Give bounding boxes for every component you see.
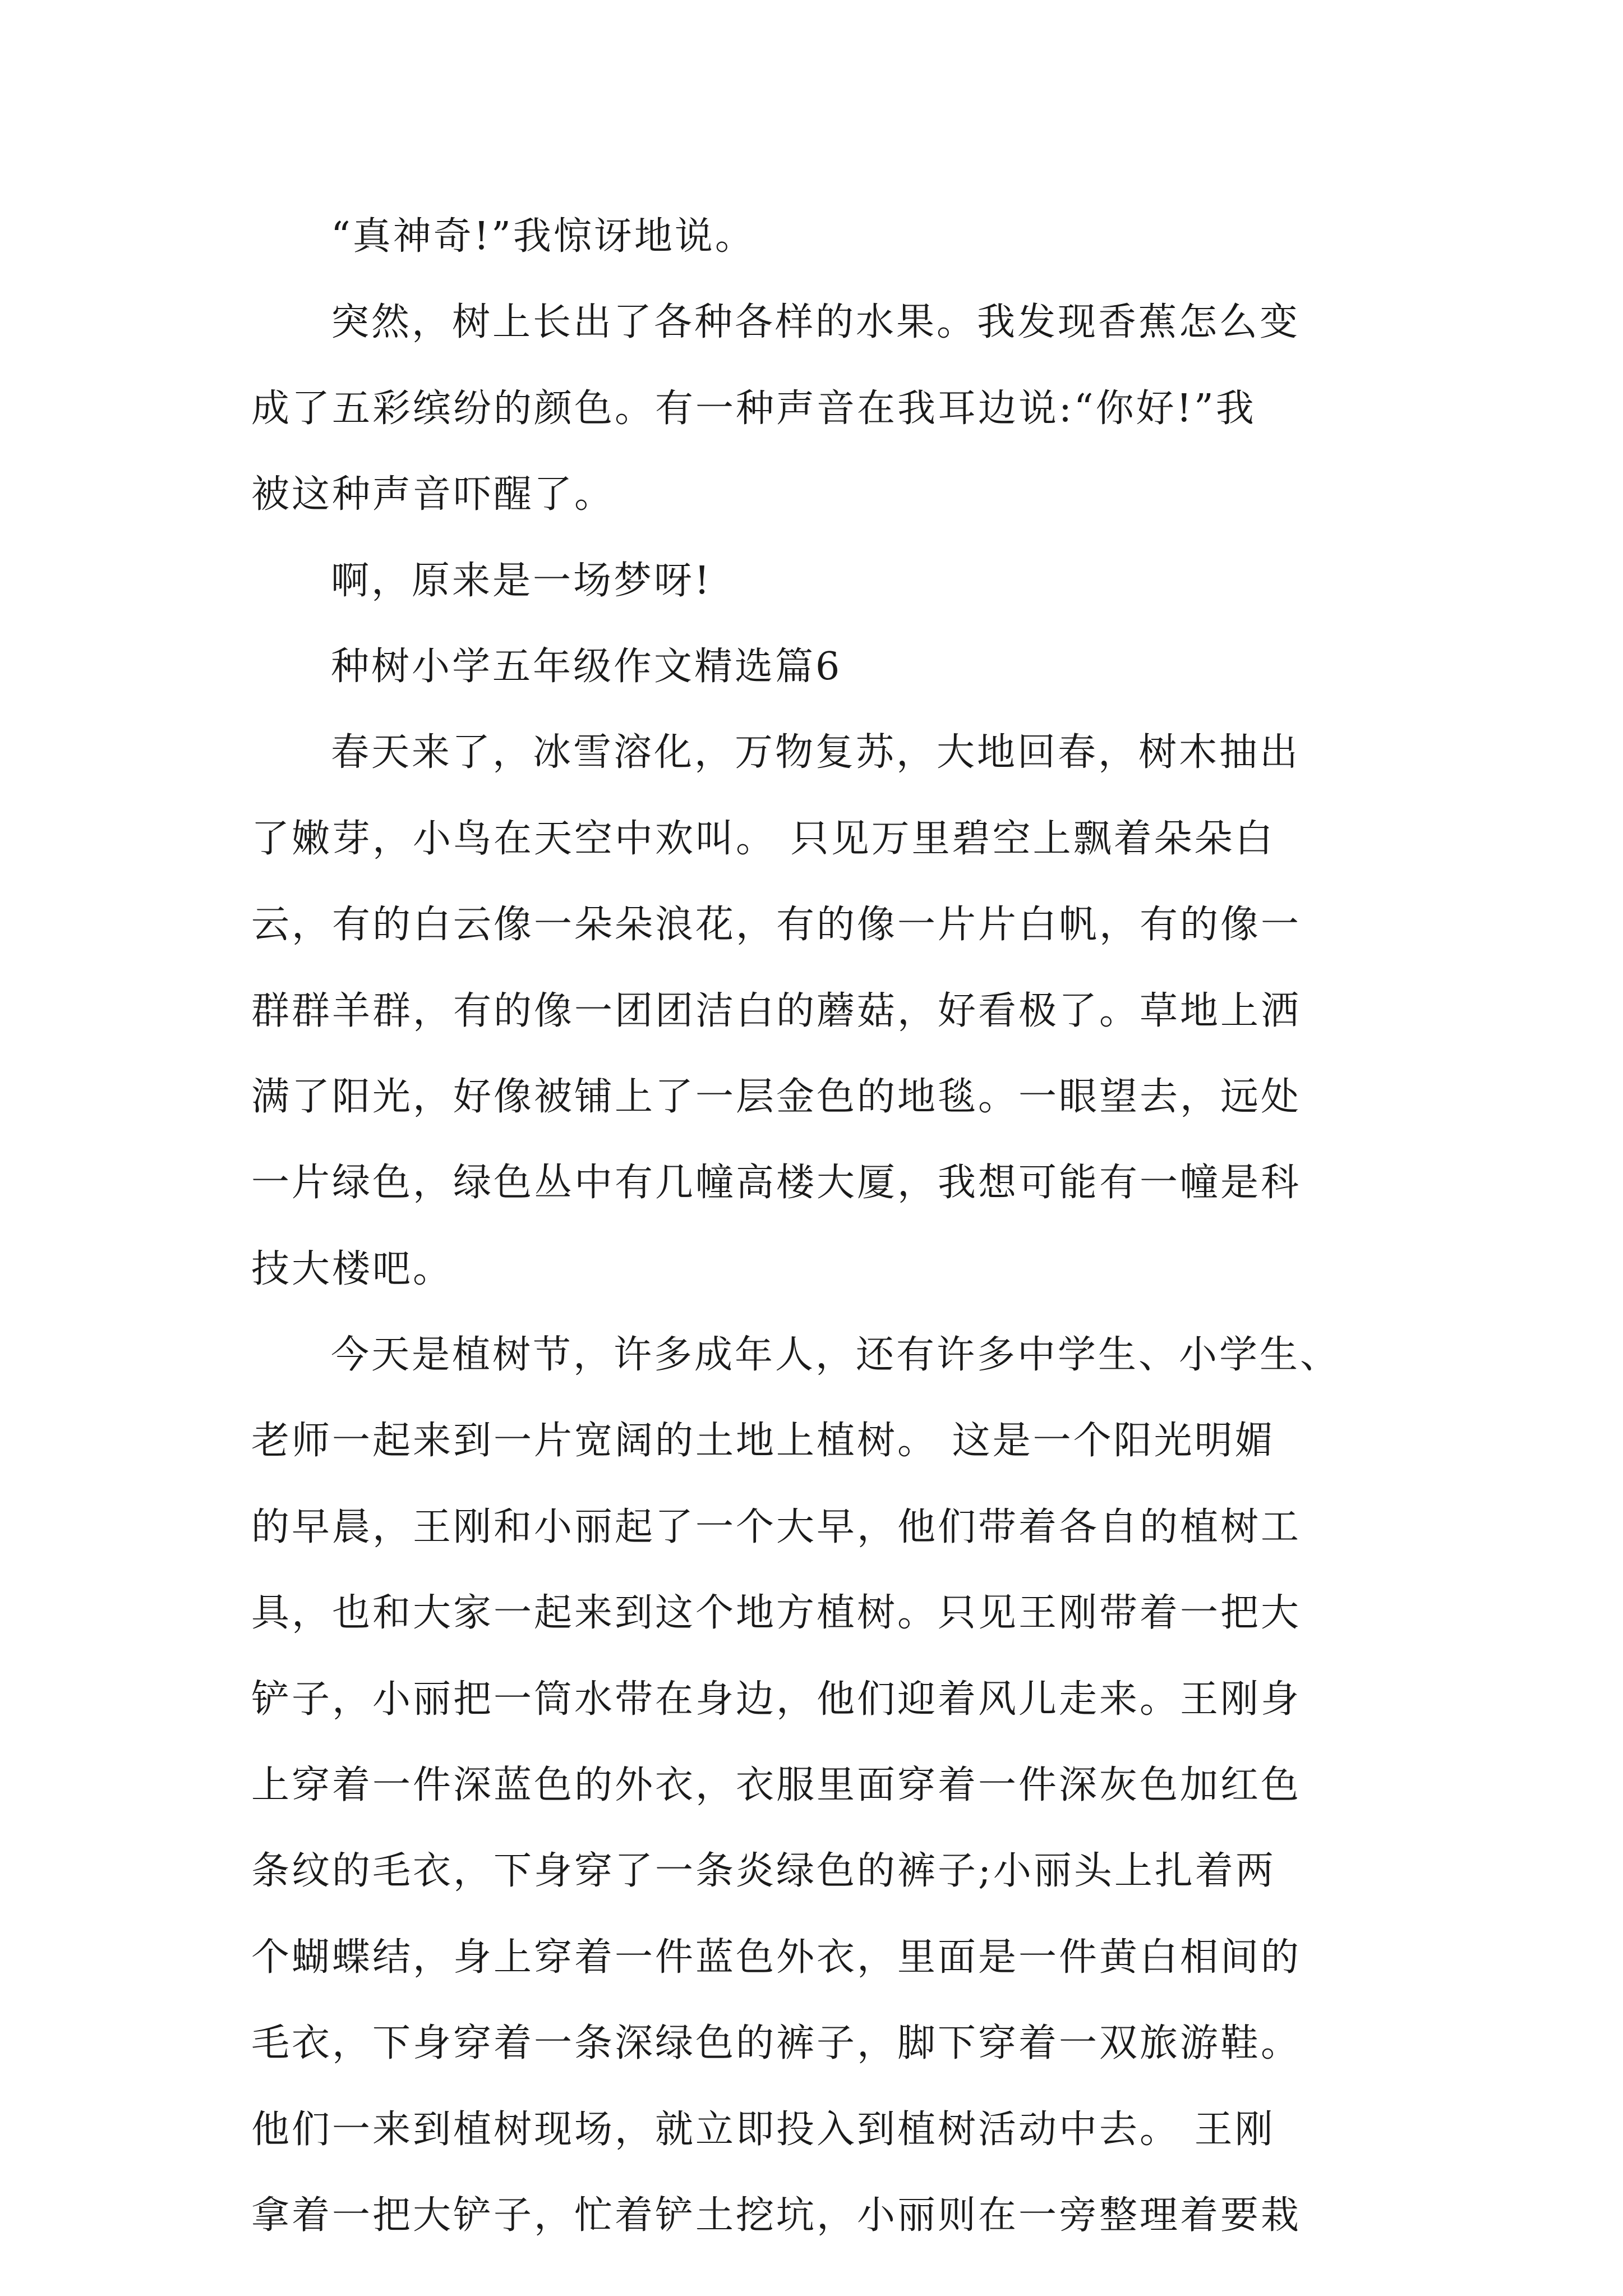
- essay-text: [251, 194, 1395, 2258]
- text-line: 上穿着一件深蓝色的外衣，衣服里面穿着一件深灰色加红色: [251, 1763, 1302, 1808]
- text-line: 满了阳光，好像被铺上了一层金色的地毯。一眼望去，远处: [251, 1074, 1302, 1119]
- text-line: 一片绿色，绿色丛中有几幢高楼大厦，我想可能有一幢是科: [251, 1161, 1302, 1205]
- text-line: 铲子，小丽把一筒水带在身边，他们迎着风儿走来。王刚身: [251, 1677, 1302, 1722]
- text-line: 具，也和大家一起来到这个地方植树。只见王刚带着一把大: [251, 1591, 1302, 1636]
- text-line: 啊，原来是一场梦呀!: [331, 558, 712, 603]
- text-line: 毛衣，下身穿着一条深绿色的裤子，脚下穿着一双旅游鞋。: [251, 2021, 1302, 2066]
- text-line: 他们一来到植树现场，就立即投入到植树活动中去。 王刚: [251, 2107, 1275, 2152]
- text-line: 云，有的白云像一朵朵浪花，有的像一片片白帆，有的像一: [251, 903, 1302, 947]
- text-line: “真神奇!”我惊讶地说。: [331, 214, 755, 259]
- text-line: 春天来了，冰雪溶化，万物复苏，大地回春，树木抽出: [331, 730, 1301, 775]
- text-line: 老师一起来到一片宽阔的土地上植树。 这是一个阳光明媚: [251, 1419, 1275, 1464]
- text-line: 突然，树上长出了各种各样的水果。我发现香蕉怎么变: [331, 300, 1301, 345]
- text-line: 了嫩芽，小鸟在天空中欢叫。 只见万里碧空上飘着朵朵白: [251, 816, 1275, 861]
- text-line: 技大楼吧。: [251, 1246, 454, 1291]
- text-line: 被这种声音吓醒了。: [251, 472, 615, 517]
- text-line: 个蝴蝶结，身上穿着一件蓝色外衣，里面是一件黄白相间的: [251, 1935, 1302, 1980]
- section-heading: 种树小学五年级作文精选篇6: [331, 644, 842, 689]
- text-line: 拿着一把大铲子，忙着铲土挖坑，小丽则在一旁整理着要栽: [251, 2193, 1302, 2238]
- text-line: 的早晨，王刚和小丽起了一个大早，他们带着各自的植树工: [251, 1504, 1302, 1549]
- text-line: 条纹的毛衣，下身穿了一条炎绿色的裤子;小丽头上扎着两: [251, 1849, 1276, 1894]
- text-line: 群群羊群，有的像一团团洁白的蘑菇，好看极了。草地上洒: [251, 988, 1302, 1033]
- text-line: 今天是植树节，许多成年人，还有许多中学生、小学生、: [331, 1333, 1341, 1378]
- text-line: 成了五彩缤纷的颜色。有一种声音在我耳边说:“你好!”我: [251, 386, 1256, 431]
